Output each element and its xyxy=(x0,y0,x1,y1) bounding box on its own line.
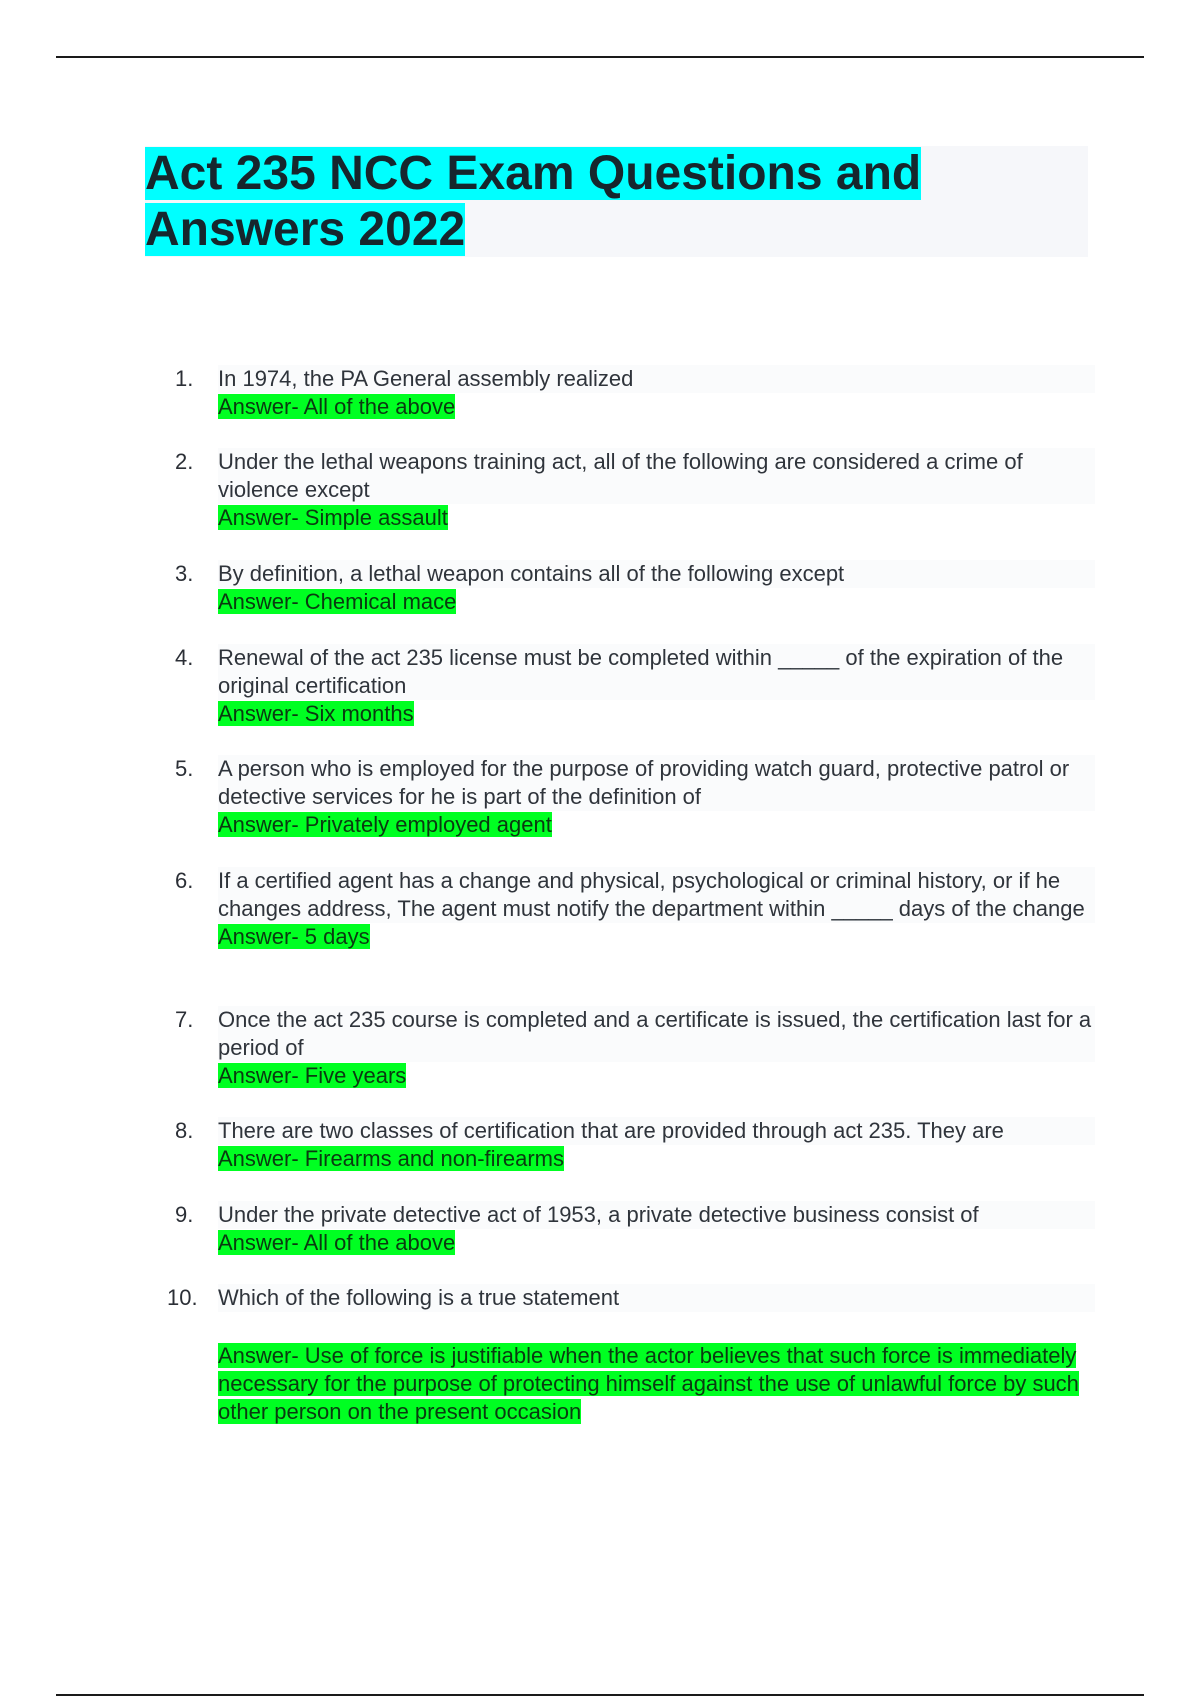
qa-answer: Answer- Privately employed agent xyxy=(218,812,552,837)
qa-question: Renewal of the act 235 license must be completed within _____ of the expiration of the original certification xyxy=(218,644,1095,700)
qa-number: 9. xyxy=(175,1202,194,1227)
qa-number: 6. xyxy=(175,868,194,893)
qa-number: 1. xyxy=(175,366,194,391)
qa-question: In 1974, the PA General assembly realized xyxy=(218,365,1095,393)
qa-answer: Answer- Chemical mace xyxy=(218,589,457,614)
qa-answer: Answer- Use of force is justifiable when the actor believes that such force is immediately necessary for the purpose of protecting himself against the use of unlawful force by such other person on the present occasion xyxy=(218,1343,1079,1424)
qa-number: 5. xyxy=(175,756,194,781)
qa-answer: Answer- All of the above xyxy=(218,394,456,419)
qa-answer: Answer- Firearms and non-firearms xyxy=(218,1146,564,1171)
qa-question: By definition, a lethal weapon contains all of the following except xyxy=(218,560,1095,588)
qa-answer: Answer- Simple assault xyxy=(218,505,448,530)
qa-number: 8. xyxy=(175,1118,194,1143)
qa-question: A person who is employed for the purpose of providing watch guard, protective patrol or detective services for he is part of the definition of xyxy=(218,755,1095,811)
qa-question: If a certified agent has a change and physical, psychological or criminal history, or if he changes address, The agent must notify the department within _____ days of the change xyxy=(218,867,1095,923)
bottom-rule xyxy=(56,1694,1144,1696)
qa-question: Once the act 235 course is completed and a certificate is issued, the certification last for a period of xyxy=(218,1006,1095,1062)
qa-question: Under the private detective act of 1953, a private detective business consist of xyxy=(218,1201,1095,1229)
title-line-1: Act 235 NCC Exam Questions and xyxy=(145,147,922,200)
qa-answer: Answer- Five years xyxy=(218,1063,407,1088)
qa-answer: Answer- Six months xyxy=(218,701,414,726)
qa-answer: Answer- 5 days xyxy=(218,924,370,949)
qa-number: 7. xyxy=(175,1007,194,1032)
qa-number: 2. xyxy=(175,449,194,474)
qa-number: 3. xyxy=(175,561,194,586)
qa-number: 4. xyxy=(175,645,194,670)
qa-question: Which of the following is a true statement xyxy=(218,1284,1095,1312)
qa-question: There are two classes of certification that are provided through act 235. They are xyxy=(218,1117,1095,1145)
qa-question: Under the lethal weapons training act, all of the following are considered a crime of violence except xyxy=(218,448,1095,504)
title-line-2: Answers 2022 xyxy=(145,203,466,256)
qa-number: 10. xyxy=(167,1285,198,1310)
qa-answer: Answer- All of the above xyxy=(218,1230,456,1255)
